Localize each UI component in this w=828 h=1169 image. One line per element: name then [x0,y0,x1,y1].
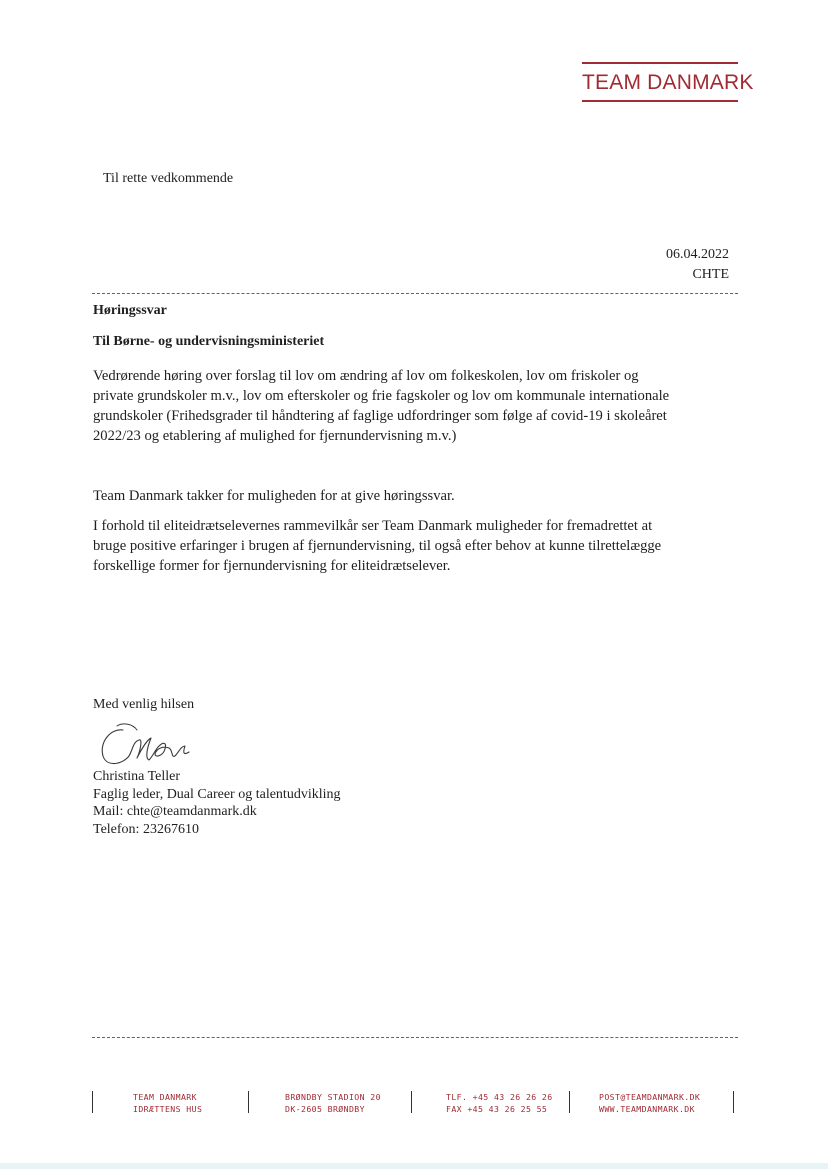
footer-line: BRØNDBY STADION 20 [285,1092,381,1102]
footer-separator [569,1091,570,1113]
footer-address [285,1091,381,1115]
footer-line: TEAM DANMARK [133,1092,197,1102]
footer-web [599,1091,700,1115]
scan-edge [0,1163,828,1169]
footer-separator [411,1091,412,1113]
bottom-dashed-divider [92,1037,738,1038]
sender-initials: CHTE [692,267,729,282]
sender-phone: Telefon: 23267610 [93,821,199,837]
footer-line: TLF. +45 43 26 26 26 [446,1092,553,1102]
recipient-heading: Til Børne- og undervisningsministeriet [93,334,325,349]
sender-title: Faglig leder, Dual Career og talentudvikling [93,786,341,802]
footer-phone-fax [446,1091,553,1115]
letter-heading: Høringssvar [93,303,167,318]
intro-line: Vedrørende høring over forslag til lov om ændring af lov om folkeskolen, lov om friskoler og [93,368,639,384]
intro-line: private grundskoler m.v., lov om efterskoler og frie fagskoler og lov om kommunale internationale [93,388,670,404]
sender-mail: Mail: chte@teamdanmark.dk [93,804,257,819]
thanks-paragraph: Team Danmark takker for muligheden for at give høringssvar. [93,488,455,504]
date-block [666,245,729,285]
body-line: I forhold til eliteidrætselevernes rammevilkår ser Team Danmark muligheder for fremadrettet at [93,518,653,534]
body-line: forskellige former for fjernundervisning for eliteidrætselever. [93,558,451,574]
sender-name: Christina Teller [93,769,181,784]
letter-date: 06.04.2022 [666,247,729,262]
top-dashed-divider [92,293,738,294]
logo-text: TEAM DANMARK [582,71,754,94]
closing-phrase: Med venlig hilsen [93,697,195,712]
body-line: bruge positive erfaringer i brugen af fjernundervisning, til også efter behov at kunne tilrettelægge [93,538,662,554]
sender-signature-block [93,768,340,838]
footer-separator [92,1091,93,1113]
footer-line: DK-2605 BRØNDBY [285,1104,365,1114]
handwritten-signature [93,716,203,770]
body-paragraph [93,516,733,576]
footer-line: POST@TEAMDANMARK.DK [599,1092,701,1102]
logo-top-rule [582,62,738,64]
logo-bottom-rule [582,100,738,102]
intro-line: grundskoler (Frihedsgrader til håndtering af faglige udfordringer som følge af covid-19 i skoleåret [93,408,667,424]
footer-separator [248,1091,249,1113]
footer-line: IDRÆTTENS HUS [133,1104,203,1114]
footer-line: WWW.TEAMDANMARK.DK [599,1104,695,1114]
intro-line: 2022/23 og etablering af mulighed for fjernundervisning m.v.) [93,428,457,444]
footer-organization [133,1091,202,1115]
footer-separator [733,1091,734,1113]
letterhead-footer [0,1088,828,1128]
footer-line: FAX +45 43 26 25 55 [446,1104,548,1114]
team-danmark-logo [582,62,754,102]
intro-paragraph [93,366,733,446]
salutation: Til rette vedkommende [103,171,234,186]
